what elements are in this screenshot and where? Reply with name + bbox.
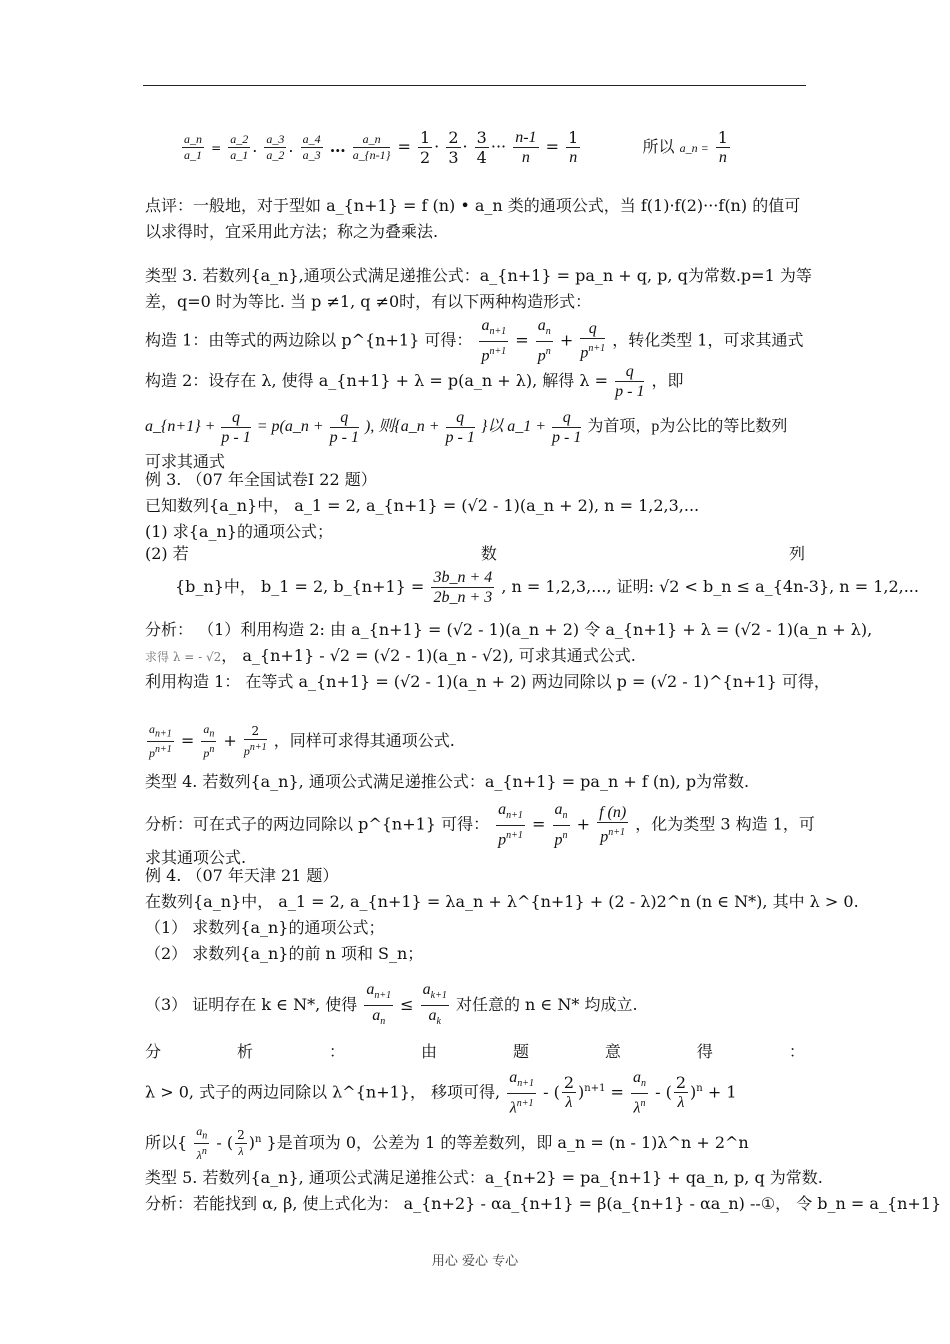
example3-analysis-3: 利用构造 1： 在等式 a_{n+1} = (√2 - 1)(a_n + 2) 两边同除以 p = (√2 - 1)^{n+1} 可得， <box>145 672 830 691</box>
example3-analysis-1: 分析： （1）利用构造 2: 由 a_{n+1} = (√2 - 1)(a_n + 2) 令 a_{n+1} + λ = (√2 - 1)(a_n + λ), <box>145 620 873 639</box>
example3-given: 已知数列{a_n}中， a_1 = 2, a_{n+1} = (√2 - 1)(a_n + 2), n = 1,2,3,... <box>145 496 700 515</box>
type3-line-6: 可求其通式 <box>145 452 226 471</box>
type3-line-1: 类型 3. 若数列{a_n},通项公式满足递推公式：a_{n+1} = pa_n + q, p, q为常数.p=1 为等 <box>145 266 812 285</box>
type5-line-2: 分析：若能找到 α, β, 使上式化为： a_{n+2} - αa_{n+1} = β(a_{n+1} - αa_n) --①， 令 b_n = a_{n+1} <box>145 1194 942 1213</box>
example3-analysis-4: $\frac{a_{n+1}}{p^{n+1}}$ = $\frac{a_n}{p^n}$ + $\frac{2}{p^{n+1}}$ ，同样可求得其通项公式. <box>149 722 455 761</box>
example4-analysis-3: 所以{ $\frac{a_n}{\lambda^n}$ - ( $\frac{2}{\lambda}$ )$^n$ }是首项为 0，公差为 1 的等差数列，即 a_n = (n - 1)λ^n + 2^n <box>145 1124 749 1163</box>
comment-line-1: 点评：一般地，对于型如 a_{n+1} = f (n) • a_n 类的通项公式，当 f(1)·f(2)···f(n) 的值可 <box>145 196 801 215</box>
example3-q1: (1) 求{a_n}的通项公式； <box>145 522 333 541</box>
example3-title: 例 3. （07 年全国试卷Ⅰ 22 题） <box>145 470 377 489</box>
construct1-line: 构造 1：由等式的两边除以 p^{n+1} 可得： $\frac{a_{n+1}}{p^{n+1}}$ = $\frac{a_n}{p^n}$ + $\frac{q}{p^{n+1}}$ ，转化类型 1，可求其通式 <box>145 317 804 365</box>
type5-line-1: 类型 5. 若数列{a_n}, 通项公式满足递推公式：a_{n+2} = pa_{n+1} + qa_n, p, q 为常数. <box>145 1168 823 1187</box>
type4-line-2: 分析：可在式子的两边同除以 p^{n+1} 可得： $\frac{a_{n+1}}{p^{n+1}}$ = $\frac{a_n}{p^n}$ + $\frac{f (n)}{p^{n+1}}$ ，化为类型 3 构造 1，可 <box>145 801 815 849</box>
construct2-line: 构造 2：设存在 λ, 使得 a_{n+1} + λ = p(a_n + λ), 解得 λ = $\frac{q}{p - 1}$ ，即 <box>145 363 684 400</box>
example3-q2-body: {b_n}中， b_1 = 2, b_{n+1} = $\frac{3b\_n + 4}{2b\_n + 3}$ , n = 1,2,3,..., 证明: √2 < b_n ≤ a_{4n-3}, n = 1,2,... <box>175 569 919 606</box>
comment-line-2: 以求得时，宜采用此方法；称之为叠乘法. <box>145 222 439 241</box>
header-rule <box>143 85 806 86</box>
type4-line-1: 类型 4. 若数列{a_n}, 通项公式满足递推公式：a_{n+1} = pa_n + f (n), p为常数. <box>145 772 750 791</box>
page-footer: 用心 爱心 专心 <box>431 1254 519 1269</box>
type3-line-2: 差，q=0 时为等比. 当 p ≠1, q ≠0时，有以下两种构造形式： <box>145 292 592 311</box>
example4-q3: （3） 证明存在 k ∈ N*, 使得 $\frac{a_{n+1}}{a_n}$ ≤ $\frac{a_{k+1}}{a_k}$ 对任意的 n ∈ N* 均成立. <box>145 981 638 1028</box>
example4-title: 例 4. （07 年天津 21 题） <box>145 866 339 885</box>
example4-q1: （1） 求数列{a_n}的通项公式； <box>145 918 385 937</box>
construct2-result-line: a_{n+1} + $\frac{q}{p - 1}$ = p(a_n + $\frac{q}{p - 1}$ ), 则{a_n + $\frac{q}{p - 1}$ }以 a_1 + $\frac{q}{p - 1}$ 为首项，p为公比的等比数列 <box>145 409 788 446</box>
telescoping-product-line: $\frac{a\_n}{a\_1}$ = $\frac{a\_2}{a\_1}$ . $\frac{a\_3}{a\_2}$ . $\frac{a\_4}{a\_3}$ … $\frac{a\_n}{a\_\{n-1\}}$ = $\frac{1}{2}$ · $\frac{2}{3}$ · $\frac{3}{4}$ ··· $\frac{n-1}{n}$ = $\frac{1}{n}$ 所以 a_n = $\frac{1}{n}$ <box>184 128 728 167</box>
type4-line-3: 求其通项公式. <box>145 848 247 867</box>
example3-q2-head: (2) 若 数 列 <box>145 544 805 563</box>
example4-q2: （2） 求数列{a_n}的前 n 项和 S_n； <box>145 944 424 963</box>
example3-analysis-2: 求得 λ = - √2， a_{n+1} - √2 = (√2 - 1)(a_n - √2), 可求其通式公式. <box>145 646 636 665</box>
example4-analysis-head: 分 析 ： 由 题 意 得 ： <box>145 1042 805 1061</box>
example4-analysis-2: λ > 0, 式子的两边同除以 λ^{n+1}， 移项可得, $\frac{a_{n+1}}{\lambda^{n+1}}$ - ( $\frac{2}{\lambda}$ )$^{n+1}$ = $\frac{a_n}{\lambda^n}$ - ( $\frac{2}{\lambda}$ )$^n$ + 1 <box>145 1069 737 1117</box>
example4-given: 在数列{a_n}中， a_1 = 2, a_{n+1} = λa_n + λ^{n+1} + (2 - λ)2^n (n ∈ N*), 其中 λ > 0. <box>145 892 859 911</box>
